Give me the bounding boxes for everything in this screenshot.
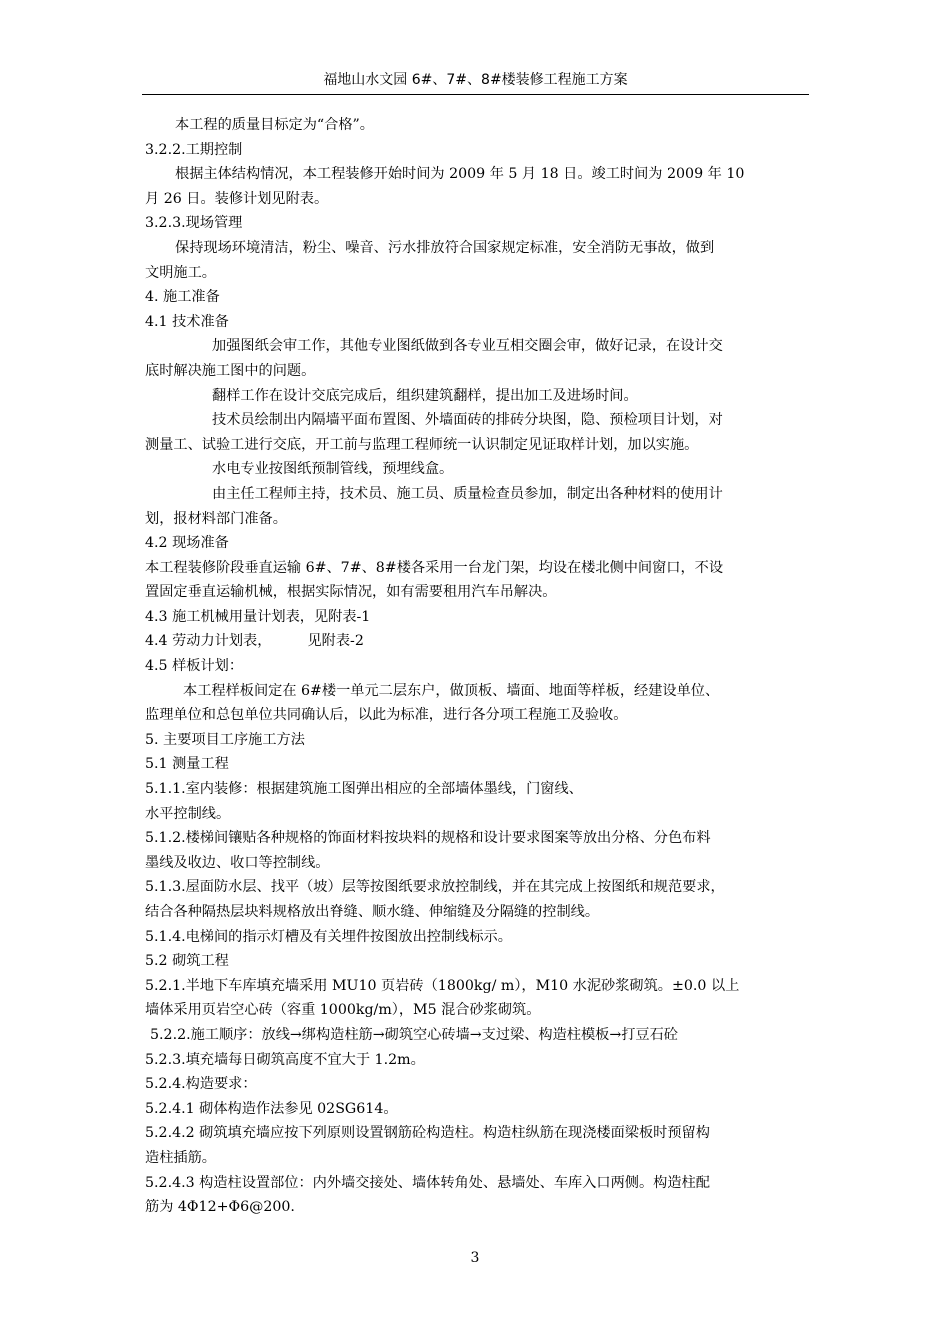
paragraph-line: 结合各种隔热层块料规格放出脊缝、顺水缝、伸缩缝及分隔缝的控制线。 xyxy=(145,904,600,920)
paragraph-line: 墙体采用页岩空心砖（容重 1000kg/m），M5 混合砂浆砌筑。 xyxy=(145,1002,541,1019)
paragraph-line: 测量工、试验工进行交底，开工前与监理工程师统一认识制定见证取样计划，加以实施。 xyxy=(145,436,699,453)
paragraph-line: 根据主体结构情况，本工程装修开始时间为 2009 年 5 月 18 日。竣工时间为 2009 年 10 xyxy=(175,166,745,183)
page-number: 3 xyxy=(470,1250,480,1266)
paragraph-line: 5.1.3.屋面防水层、找平（坡）层等按图纸要求放控制线，并在其完成上按图纸和规范要求， xyxy=(145,879,725,896)
paragraph-line: 5.2.4.3 构造柱设置部位：内外墙交接处、墙体转角处、悬墙处、车库入口两侧。构造柱配 xyxy=(145,1174,710,1191)
paragraph-line: 监理单位和总包单位共同确认后，以此为标准，进行各分项工程施工及验收。 xyxy=(145,707,628,724)
paragraph-line: 本工程装修阶段垂直运输 6#、7#、8#楼各采用一台龙门架，均设在楼北侧中间窗口，不设 xyxy=(145,559,724,576)
paragraph-line: 5.2.3.填充墙每日砌筑高度不宜大于 1.2m。 xyxy=(145,1051,425,1068)
paragraph-line: 划，报材料部门准备。 xyxy=(145,510,287,527)
paragraph-line: 造柱插筋。 xyxy=(145,1149,216,1166)
paragraph-line: 5.2.4.2 砌筑填充墙应按下列原则设置钢筋砼构造柱。构造柱纵筋在现浇楼面梁板时预留构 xyxy=(145,1125,710,1142)
section-heading: 5. 主要项目工序施工方法 xyxy=(145,731,305,748)
document-body xyxy=(145,113,809,1220)
section-heading: 4.5 样板计划： xyxy=(145,658,244,675)
paragraph-line: 翻样工作在设计交底完成后，组织建筑翻样，提出加工及进场时间。 xyxy=(212,387,638,404)
paragraph-line: 本工程的质量目标定为“合格”。 xyxy=(175,117,374,133)
section-heading: 3.2.3.现场管理 xyxy=(145,215,243,232)
paragraph-line: 本工程样板间定在 6#楼一单元二层东户，做顶板、墙面、地面等样板，经建设单位、 xyxy=(183,682,720,699)
paragraph-line: 5.2.4.1 砌体构造作法参见 02SG614。 xyxy=(145,1100,398,1117)
section-heading: 4.1 技术准备 xyxy=(145,313,229,330)
paragraph-line: 水电专业按图纸预制管线，预埋线盒。 xyxy=(212,461,454,478)
paragraph-line: 技术员绘制出内隔墙平面布置图、外墙面砖的排砖分块图，隐、预检项目计划，对 xyxy=(212,412,723,429)
section-heading: 5.1 测量工程 xyxy=(145,756,229,773)
section-heading: 5.2 砌筑工程 xyxy=(145,953,229,970)
section-heading: 4. 施工准备 xyxy=(145,289,220,306)
paragraph-line: 墨线及收边、收口等控制线。 xyxy=(145,854,330,871)
paragraph-line: 由主任工程师主持，技术员、施工员、质量检查员参加，制定出各种材料的使用计 xyxy=(212,485,723,502)
paragraph-line: 5.2.2.施工顺序：放线→绑构造柱筋→砌筑空心砖墙→支过梁、构造柱模板→打豆石砼 xyxy=(150,1026,678,1043)
paragraph-line: 置固定垂直运输机械，根据实际情况，如有需要租用汽车吊解决。 xyxy=(145,584,557,601)
section-heading: 4.4 劳动力计划表， 见附表-2 xyxy=(145,633,364,650)
paragraph-line: 5.2.1.半地下车库填充墙采用 MU10 页岩砖（1800kg/ m），M10 水泥砂浆砌筑。±0.0 以上 xyxy=(145,977,740,994)
paragraph-line: 5.1.4.电梯间的指示灯槽及有关埋件按图放出控制线标示。 xyxy=(145,928,512,945)
paragraph-line: 5.2.4.构造要求： xyxy=(145,1076,257,1093)
paragraph-line: 水平控制线。 xyxy=(145,805,231,822)
section-heading: 4.3 施工机械用量计划表，见附表-1 xyxy=(145,608,371,625)
page-header: 福地山水文园 6#、7#、8#楼装修工程施工方案 xyxy=(323,72,628,88)
section-heading: 4.2 现场准备 xyxy=(145,535,229,552)
paragraph-line: 筋为 4Φ12+Φ6@200. xyxy=(145,1199,295,1216)
section-heading: 3.2.2.工期控制 xyxy=(145,141,243,158)
paragraph-line: 文明施工。 xyxy=(145,264,216,281)
header-rule xyxy=(142,94,809,95)
paragraph-line: 月 26 日。装修计划见附表。 xyxy=(145,190,329,207)
paragraph-line: 保持现场环境清洁，粉尘、噪音、污水排放符合国家规定标准，安全消防无事故，做到 xyxy=(175,239,715,256)
paragraph-line: 5.1.2.楼梯间镶贴各种规格的饰面材料按块料的规格和设计要求图案等放出分格、分色布料 xyxy=(145,830,711,847)
paragraph-line: 底时解决施工图中的问题。 xyxy=(145,362,316,379)
paragraph-line: 加强图纸会审工作，其他专业图纸做到各专业互相交圈会审，做好记录，在设计交 xyxy=(212,338,723,355)
paragraph-line: 5.1.1.室内装修：根据建筑施工图弹出相应的全部墙体墨线，门窗线、 xyxy=(145,781,583,798)
